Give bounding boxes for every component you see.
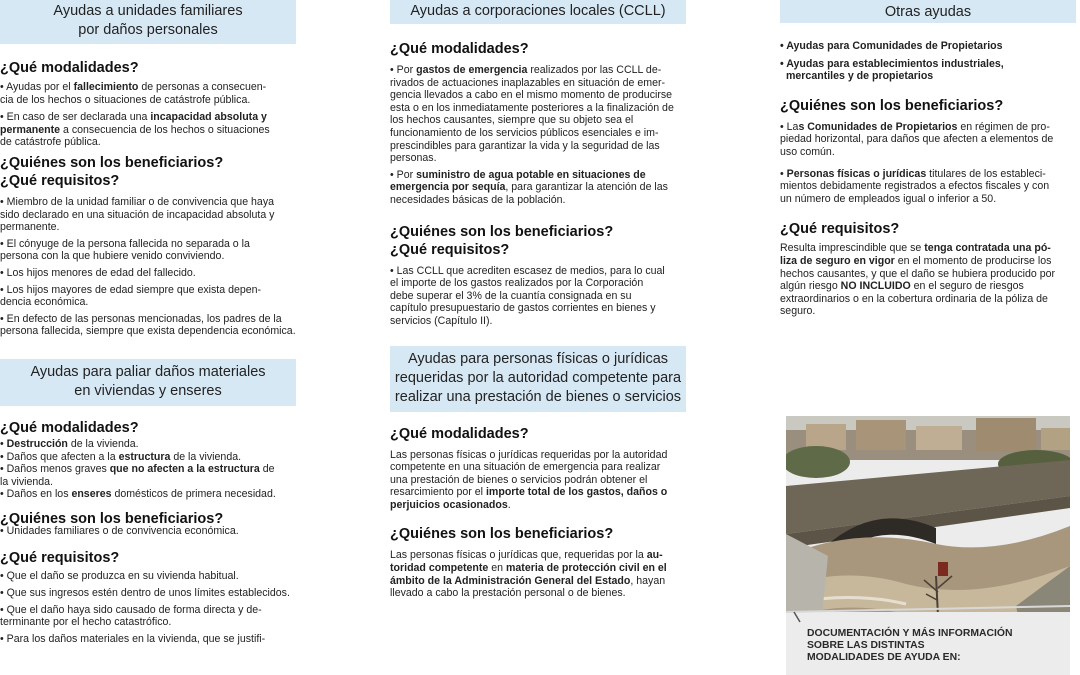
section-band-family-aid xyxy=(0,0,296,44)
paragraph-compensation: Las personas físicas o jurídicas requeridas por la autoridad competente en una situación de emergencia para realizar una prestación de bienes o servicios podrán obtener el resarcimiento por el importe total de los gastos, daños o perjuicios ocasionados. xyxy=(390,448,668,511)
paragraph-emergency-expenses: • Por gastos de emergencia realizados por las CCLL de- rivados de actuaciones inaplazables en situación de emer- gencia llevados a cabo en el mismo momento de producirse esta o en los inmediatamente posteriores a la finalización de los hechos causantes, siempre que su objeto sea el funcionamiento de los servicios públicos esenciales e im- prescindibles para garantizar la vida y la seguridad de las personas. • Por suministro de agua potable en situaciones de emergencia por sequía, para garantizar la atención de las necesidades básicas de la población. xyxy=(390,64,674,206)
band-title-line: Otras ayudas xyxy=(884,4,972,20)
band-title-line: realizar una prestación de bienes o servicios xyxy=(394,388,682,405)
band-title-line: requeridas por la autoridad competente para xyxy=(394,369,682,386)
paragraph-deaths: • Ayudas por el fallecimiento de personas a consecuen- cia de los hechos o situaciones de catástrofe pública. xyxy=(0,81,267,106)
heading-requirements: ¿Qué requisitos? xyxy=(0,550,120,567)
heading-beneficiaries: ¿Quiénes son los beneficiarios? xyxy=(0,510,224,527)
column-other-aid xyxy=(780,0,1076,318)
heading-beneficiaries: ¿Quiénes son los beneficiarios? xyxy=(390,223,614,240)
heading-requirements: ¿Qué requisitos? xyxy=(780,221,900,238)
heading-beneficiaries: ¿Quiénes son los beneficiarios? xyxy=(390,526,614,543)
list-material-requirements: • Que el daño se produzca en su vivienda habitual. • Que sus ingresos estén dentro de unos límites establecidos. • Que el daño haya sido causado de forma directa y de- terminante por el hecho catastrófico. • Para los daños materiales en la vivienda, que se justifi- xyxy=(0,570,290,645)
section-band-material-damage xyxy=(0,359,296,406)
list-material-modalities: • Destrucción de la vivienda. • Daños que afecten a la estructura de la vivienda. • Daños menos graves que no afecten a la estructura de la vivienda. • Daños en los enseres domésticos de primera necesidad. xyxy=(0,437,276,501)
heading-beneficiaries: ¿Quiénes son los beneficiarios? xyxy=(780,97,1004,114)
band-title-line: en viviendas y enseres xyxy=(74,382,222,399)
column-family-aid xyxy=(0,0,296,645)
documentation-heading-line: DOCUMENTACIÓN Y MÁS INFORMACIÓN xyxy=(807,628,1013,639)
heading-requirements: ¿Qué requisitos? xyxy=(0,172,120,189)
paragraph-ccll-requirements: • Las CCLL que acrediten escasez de medios, para lo cual el importe de los gastos realizados por la Corporación debe superar el 3% de la cuantía consignada en su capítulo presupuestario de gastos corrientes en bienes y servicios (Capítulo II). xyxy=(390,264,665,327)
heading-modalities: ¿Qué modalidades? xyxy=(0,419,139,436)
heading-modalities: ¿Qué modalidades? xyxy=(0,60,139,76)
band-title-line: Ayudas a corporaciones locales (CCLL) xyxy=(410,3,666,19)
list-beneficiaries: • Miembro de la unidad familiar o de convivencia que haya sido declarado en una situación de incapacidad absoluta y permanente. • El cónyuge de la persona fallecida no separada o la persona con la que hubiere venido conviviendo. • Los hijos menores de edad del fallecido. • Los hijos mayores de edad siempre que exista depen- dencia económica. • En defecto de las personas mencionadas, los padres de la persona fallecida, siempre que exista dependencia económica. xyxy=(0,195,296,338)
list-other-aid: • Ayudas para Comunidades de Propietarios • Ayudas para establecimientos industriales, mercantiles y de propietarios xyxy=(780,40,1004,83)
list-other-beneficiaries: • Las Comunidades de Propietarios en régimen de pro- piedad horizontal, para daños que afecten a elementos de uso común. • Personas físicas o jurídicas titulares de los estableci- mientos debidamente registrados a efectos fiscales y con un número de empleados igual o inferior a 50. xyxy=(780,120,1054,205)
section-band-other-aid xyxy=(780,0,1076,23)
band-title-line: Ayudas para paliar daños materiales xyxy=(30,363,266,380)
documentation-heading-line: MODALIDADES DE AYUDA EN: xyxy=(807,652,961,663)
heading-modalities: ¿Qué modalidades? xyxy=(390,425,529,442)
paragraph-disability: • En caso de ser declarada una incapacidad absoluta y permanente a consecuencia de los hechos o situaciones de catástrofe pública. xyxy=(0,111,270,149)
band-title-line: Ayudas para personas físicas o jurídicas xyxy=(407,350,669,367)
paragraph-insurance-requirement: Resulta imprescindible que se tenga contratada una pó- liza de seguro en vigor en el momento de producirse los hechos causantes, y que el daño se hubiera producido por algún riesgo NO INCLUIDO en el seguro de riesgos extraordinarios o en la cobertura ordinaria de la póliza de seguro. xyxy=(780,242,1056,318)
heading-beneficiaries: ¿Quiénes son los beneficiarios? xyxy=(0,154,224,171)
list-material-beneficiaries: • Unidades familiares o de convivencia económica. xyxy=(0,524,239,537)
section-band-required-persons xyxy=(390,346,686,412)
heading-modalities: ¿Qué modalidades? xyxy=(390,41,529,57)
column-local-corporations xyxy=(390,0,686,600)
section-band-local-corporations xyxy=(390,0,686,24)
band-title-line: Ayudas a unidades familiares xyxy=(53,3,243,19)
band-title-line: por daños personales xyxy=(78,22,218,38)
heading-requirements: ¿Qué requisitos? xyxy=(390,241,510,258)
documentation-heading xyxy=(807,628,1047,664)
paragraph-required-beneficiaries: Las personas físicas o jurídicas que, requeridas por la au- toridad competente en materia de protección civil en el ámbito de la Administración General del Estado, hayan llevado a cabo la prestación personal o de bienes. xyxy=(390,549,667,600)
documentation-heading-line: SOBRE LAS DISTINTAS xyxy=(807,640,925,651)
